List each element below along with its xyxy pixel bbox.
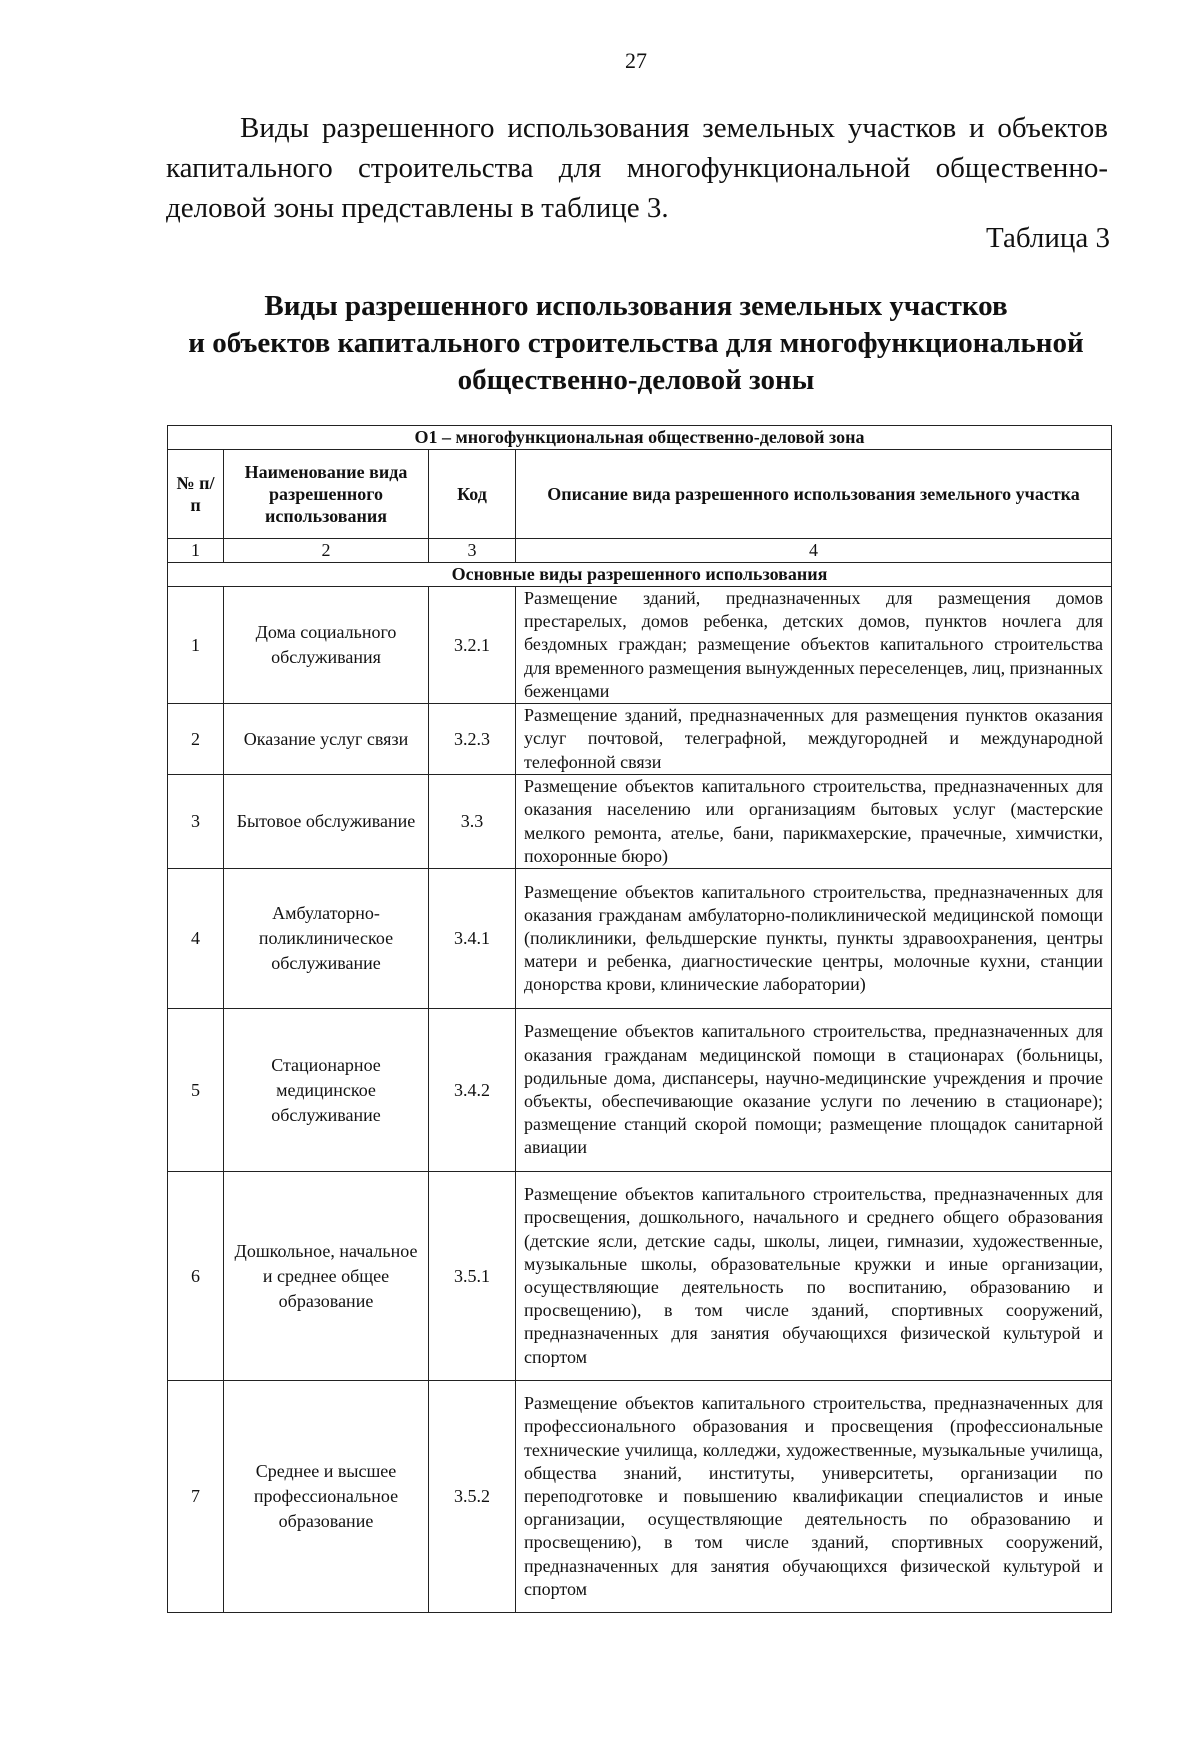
row-code: 3.2.3	[429, 704, 516, 775]
table-row	[168, 1172, 1112, 1381]
table-row	[168, 704, 1112, 775]
column-number: 4	[516, 539, 1112, 563]
row-name: Стационарное медицинское обслуживание	[224, 1009, 429, 1172]
column-number: 1	[168, 539, 224, 563]
row-description: Размещение объектов капитального строительства, предназначенных для оказания гражданам медицинской помощи в стационарах (больницы, родильные дома, диспансеры, научно-медицинские учреждения и прочие объекты, обеспечивающие оказание услуги по лечению в стационаре); размещение станций скорой помощи; размещение площадок санитарной авиации	[516, 1009, 1112, 1172]
table-row	[168, 1381, 1112, 1613]
intro-paragraph: Виды разрешенного использования земельных участков и объектов капитального строительства для многофункциональной общественно-деловой зоны представлены в таблице 3.	[166, 112, 1108, 224]
row-number: 2	[168, 704, 224, 775]
table-row	[168, 869, 1112, 1009]
row-description: Размещение объектов капитального строительства, предназначенных для оказания гражданам амбулаторно-поликлинической медицинской помощи (поликлиники, фельдшерские пункты, пункты здравоохранения, центры матери и ребенка, диагностические центры, молочные кухни, станции донорства крови, клинические лаборатории)	[516, 869, 1112, 1009]
row-description: Размещение объектов капитального строительства, предназначенных для профессионального образования и просвещения (профессиональные технические училища, колледжи, художественные, музыкальные училища, общества знаний, институты, университеты, организации по переподготовке и повышению квалификации специалистов и иные организации, осуществляющие деятельность по образованию и просвещению), в том числе зданий, спортивных сооружений, предназначенных для занятия обучающихся физической культурой и спортом	[516, 1381, 1112, 1613]
land-use-table	[167, 425, 1112, 1613]
row-code: 3.2.1	[429, 587, 516, 704]
table-row	[168, 587, 1112, 704]
row-number: 4	[168, 869, 224, 1009]
table-title-line: и объектов капитального строительства для многофункциональной	[188, 327, 1084, 359]
table-row	[168, 775, 1112, 869]
row-description: Размещение зданий, предназначенных для размещения домов престарелых, домов ребенка, детских домов, пунктов ночлега для бездомных граждан; размещение объектов капитального строительства для временного размещения вынужденных переселенцев, лиц, признанных беженцами	[516, 587, 1112, 704]
column-number: 2	[224, 539, 429, 563]
row-description: Размещение объектов капитального строительства, предназначенных для просвещения, дошкольного, начального и среднего общего образования (детские ясли, детские сады, школы, лицеи, гимназии, художественные, музыкальные школы, образовательные кружки и иные организации, осуществляющие деятельность по воспитанию, образованию и просвещению), в том числе зданий, спортивных сооружений, предназначенных для занятия обучающихся физической культурой и спортом	[516, 1172, 1112, 1381]
row-code: 3.5.2	[429, 1381, 516, 1613]
zone-header-row	[168, 426, 1112, 450]
column-header-desc: Описание вида разрешенного использования земельного участка	[516, 450, 1112, 539]
table-row	[168, 1009, 1112, 1172]
table-caption: Таблица 3	[985, 222, 1110, 254]
table-title-line: Виды разрешенного использования земельных участков	[264, 290, 1008, 322]
row-code: 3.3	[429, 775, 516, 869]
row-number: 5	[168, 1009, 224, 1172]
section-header-row	[168, 563, 1112, 587]
table-title	[150, 288, 1122, 399]
section-header: Основные виды разрешенного использования	[168, 563, 1112, 587]
row-number: 1	[168, 587, 224, 704]
row-number: 6	[168, 1172, 224, 1381]
column-header-code: Код	[429, 450, 516, 539]
row-code: 3.4.1	[429, 869, 516, 1009]
row-name: Оказание услуг связи	[224, 704, 429, 775]
table-title-line: общественно-деловой зоны	[457, 364, 815, 396]
column-header-name: Наименование вида разрешенного использования	[224, 450, 429, 539]
column-number: 3	[429, 539, 516, 563]
row-code: 3.4.2	[429, 1009, 516, 1172]
page-number: 27	[625, 48, 647, 73]
row-name: Дошкольное, начальное и среднее общее образование	[224, 1172, 429, 1381]
row-name: Бытовое обслуживание	[224, 775, 429, 869]
row-name: Среднее и высшее профессиональное образование	[224, 1381, 429, 1613]
row-name: Амбулаторно-поликлиническое обслуживание	[224, 869, 429, 1009]
row-description: Размещение объектов капитального строительства, предназначенных для оказания населению или организациям бытовых услуг (мастерские мелкого ремонта, ателье, бани, парикмахерские, прачечные, химчистки, похоронные бюро)	[516, 775, 1112, 869]
column-number-row	[168, 539, 1112, 563]
row-number: 3	[168, 775, 224, 869]
column-header-num: № п/п	[168, 450, 224, 539]
row-description: Размещение зданий, предназначенных для размещения пунктов оказания услуг почтовой, телеграфной, междугородней и международной телефонной связи	[516, 704, 1112, 775]
row-number: 7	[168, 1381, 224, 1613]
zone-header: О1 – многофункциональная общественно-деловой зона	[168, 426, 1112, 450]
row-code: 3.5.1	[429, 1172, 516, 1381]
column-header-row	[168, 450, 1112, 539]
row-name: Дома социального обслуживания	[224, 587, 429, 704]
